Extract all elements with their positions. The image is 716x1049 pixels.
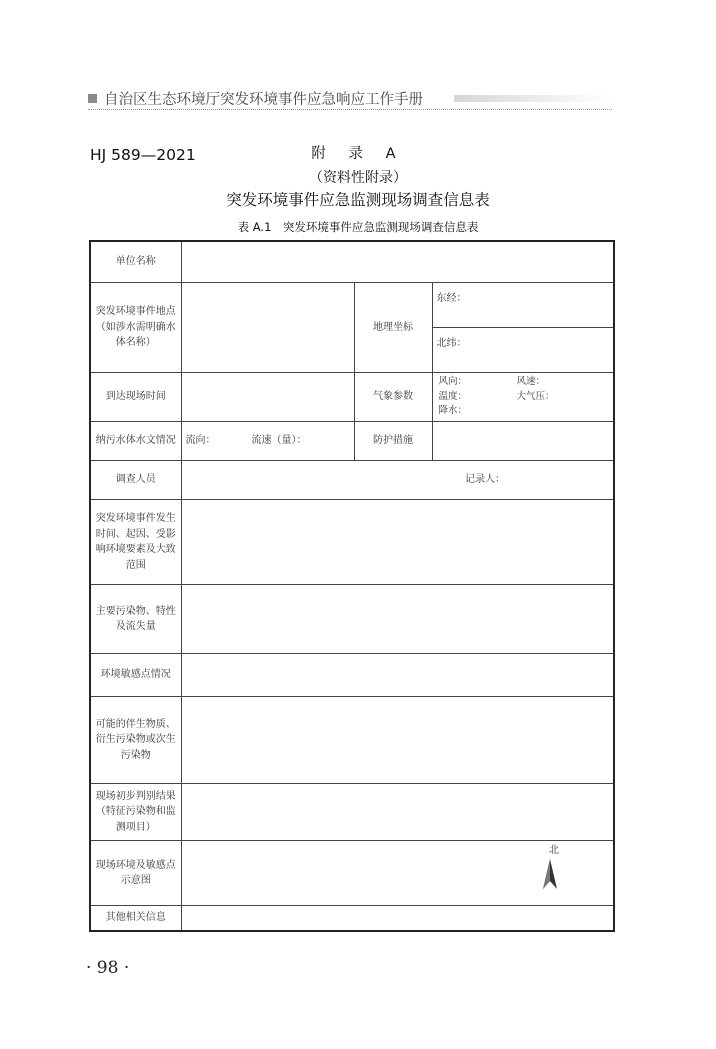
north-arrow-icon xyxy=(543,859,557,889)
table-row xyxy=(90,373,614,422)
running-header xyxy=(88,88,612,112)
precipitation-label: 降水： xyxy=(438,405,468,417)
flow-rate-label: 流速（量）： xyxy=(251,435,307,447)
appendix-subtitle: （资料性附录） xyxy=(309,170,407,186)
recorder-field[interactable] xyxy=(181,461,614,500)
arrival-time-field[interactable] xyxy=(181,373,354,422)
east-longitude-field[interactable]: 东经： xyxy=(432,283,614,328)
preliminary-judgment-label: 现场初步判别结果（特征污染物和监测项目） xyxy=(90,784,181,841)
event-info-label: 突发环境事件发生时间、起因、受影响环境要素及大致范围 xyxy=(90,500,181,585)
location-field[interactable] xyxy=(181,283,354,373)
arrival-time-label: 到达现场时间 xyxy=(90,373,181,422)
table-row xyxy=(90,461,614,500)
temperature-label: 温度： xyxy=(438,390,468,402)
air-pressure-label: 大气压： xyxy=(516,390,555,402)
weather-params-field[interactable] xyxy=(432,373,614,422)
standard-code: HJ 589—2021 xyxy=(90,146,196,164)
survey-info-table xyxy=(89,240,615,932)
preliminary-judgment-field[interactable] xyxy=(181,784,614,841)
table-row xyxy=(90,784,614,841)
header-gradient-bar xyxy=(454,95,612,102)
site-map-label: 现场环境及敏感点示意图 xyxy=(90,841,181,906)
table-row xyxy=(90,422,614,461)
unit-name-field[interactable] xyxy=(181,241,614,283)
protection-label: 防护措施 xyxy=(354,422,432,461)
header-dotted-rule xyxy=(88,109,612,110)
water-hydrology-label: 纳污水体水文情况 xyxy=(90,422,181,461)
table-row xyxy=(90,654,614,697)
sensitive-points-label: 环境敏感点情况 xyxy=(90,654,181,697)
appendix-heading: 突发环境事件应急监测现场调查信息表 xyxy=(226,191,490,209)
flow-direction-label: 流向： xyxy=(185,435,216,447)
pollutants-label: 主要污染物、特性及流失量 xyxy=(90,585,181,654)
sensitive-points-field[interactable] xyxy=(181,654,614,697)
protection-field[interactable] xyxy=(432,422,614,461)
north-latitude-field[interactable]: 北纬： xyxy=(432,328,614,373)
wind-speed-label: 风速： xyxy=(516,376,546,387)
weather-params-label: 气象参数 xyxy=(354,373,432,422)
header-title: 自治区生态环境厅突发环境事件应急响应工作手册 xyxy=(104,92,423,108)
pollutants-field[interactable] xyxy=(181,585,614,654)
location-label: 突发环境事件地点（如涉水需明确水体名称） xyxy=(90,283,181,373)
other-info-label: 其他相关信息 xyxy=(90,906,181,932)
north-label: 北 xyxy=(549,845,560,857)
appendix-title: 附 录 A xyxy=(311,146,405,162)
table-row xyxy=(90,283,614,328)
unit-name-label: 单位名称 xyxy=(90,241,181,283)
table-caption: 表 A.1 突发环境事件应急监测现场调查信息表 xyxy=(237,220,479,234)
page-number: · 98 · xyxy=(86,958,130,978)
investigators-label: 调查人员 xyxy=(90,461,181,500)
secondary-pollutants-field[interactable] xyxy=(181,697,614,784)
header-square-icon xyxy=(88,94,97,103)
geo-coords-label: 地理坐标 xyxy=(354,283,432,373)
recorder-label: 记录人： xyxy=(465,474,506,486)
table-row xyxy=(90,906,614,932)
table-row xyxy=(90,585,614,654)
wind-direction-label: 风向： xyxy=(438,376,468,387)
table-row xyxy=(90,500,614,585)
table-row xyxy=(90,241,614,283)
event-info-field[interactable] xyxy=(181,500,614,585)
other-info-field[interactable] xyxy=(181,906,614,932)
table-row xyxy=(90,697,614,784)
secondary-pollutants-label: 可能的伴生物质、衍生污染物或次生污染物 xyxy=(90,697,181,784)
table-row xyxy=(90,841,614,906)
water-hydrology-field[interactable] xyxy=(181,422,354,461)
site-map-field[interactable] xyxy=(181,841,614,906)
